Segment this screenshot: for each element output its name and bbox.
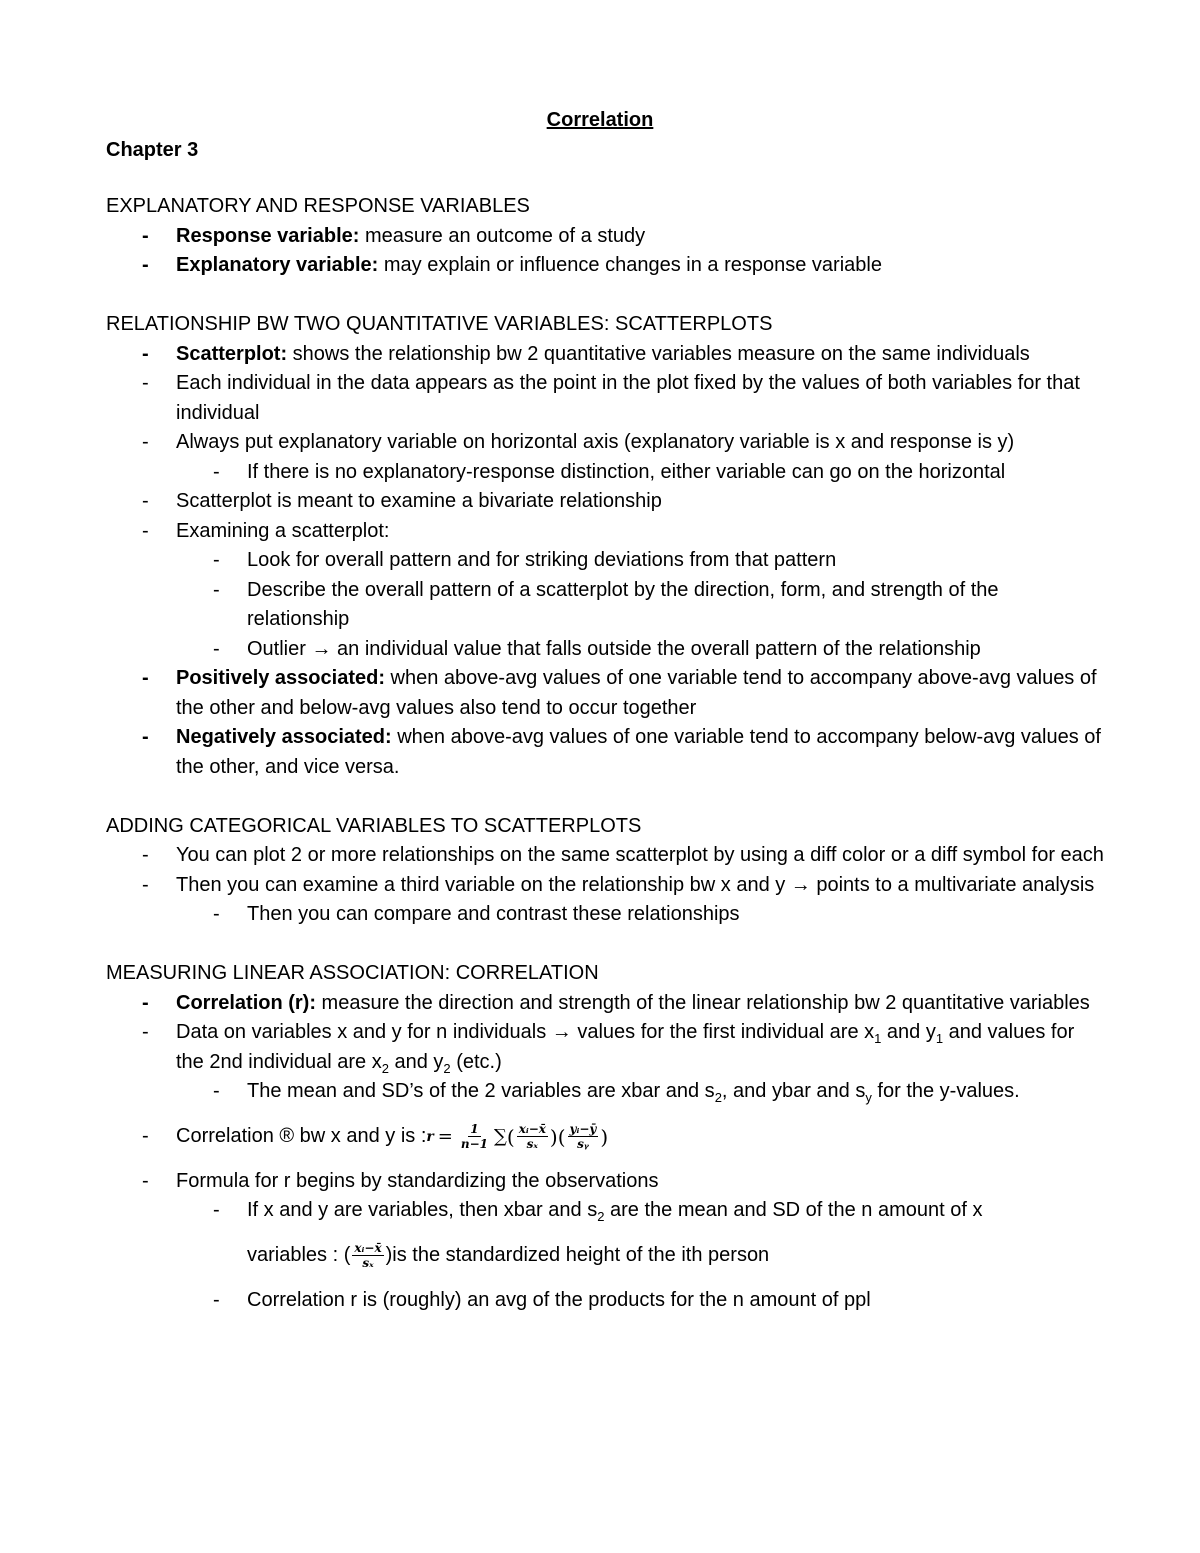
section-heading-explanatory: EXPLANATORY AND RESPONSE VARIABLES — [106, 195, 530, 217]
section-heading-correlation: MEASURING LINEAR ASSOCIATION: CORRELATION — [106, 962, 599, 984]
list-item — [106, 664, 1106, 723]
bullet-dash: - — [142, 1169, 149, 1192]
list-item — [106, 546, 1106, 576]
list-text: Then you can examine a third variable on the relationship bw x and y → points to a multivariate analysis — [176, 873, 1095, 896]
document-body — [106, 192, 1106, 1315]
list-text: variables : ( — [247, 1243, 351, 1266]
list-item — [106, 1286, 1106, 1316]
list-item — [106, 222, 1106, 252]
numerator: yᵢ−ȳ — [569, 1122, 597, 1136]
list-item — [106, 487, 1106, 517]
list-text: Formula for r begins by standardizing the observations — [176, 1169, 659, 1192]
list-item — [106, 1226, 1106, 1286]
definition: measure the direction and strength of the linear relationship bw 2 quantitative variables — [316, 991, 1090, 1014]
subscript: 2 — [381, 1060, 389, 1076]
list-item — [106, 723, 1106, 782]
formula-r: r — [426, 1128, 434, 1145]
list-text: Outlier → an individual value that falls outside the overall pattern of the relationship — [247, 637, 981, 660]
correlation-formula: r = $\frac{1}{n-1}$ ∑ ( $\frac{\text{xᵢ−x̄}}{\text{sₓ}}$ )( $\frac{\text{yᵢ−ȳ}}{\text{sᵧ}}$ ) — [426, 1122, 609, 1151]
bullet-dash: - — [213, 578, 220, 601]
list-text: and y — [881, 1021, 936, 1043]
bullet-dash: - — [213, 903, 220, 925]
list-text: Scatterplot is meant to examine a bivariate relationship — [176, 490, 662, 512]
subscript: 2 — [443, 1060, 451, 1076]
page-title: Correlation — [546, 109, 654, 131]
numerator: xᵢ−x̄ — [518, 1122, 546, 1136]
bullet-dash: - — [142, 726, 149, 748]
list-text: (etc.) — [450, 1050, 502, 1073]
list-item — [106, 517, 1106, 547]
subscript: 1 — [935, 1031, 944, 1046]
list-text: Look for overall pattern and for striking deviations from that pattern — [247, 549, 837, 571]
list-text: , and ybar and s — [721, 1080, 866, 1102]
bullet-dash: - — [142, 490, 149, 512]
bullet-dash: - — [213, 637, 220, 660]
subscript: 1 — [874, 1031, 882, 1046]
formula-equals: = — [437, 1125, 453, 1147]
bullet-dash: - — [213, 1080, 220, 1102]
list-text: If x and y are variables, then xbar and s — [247, 1199, 598, 1221]
list-item — [106, 871, 1106, 901]
section4-list — [106, 989, 1106, 1316]
fraction — [517, 1122, 548, 1151]
list-item — [106, 989, 1106, 1019]
list-item — [106, 251, 1106, 281]
term: Scatterplot: — [176, 342, 288, 365]
bullet-dash: - — [142, 1124, 149, 1147]
definition: measure an outcome of a study — [359, 224, 646, 247]
bullet-dash: - — [142, 844, 149, 866]
bullet-dash: - — [142, 1021, 149, 1043]
list-text: )is the standardized height of the ith person — [385, 1243, 770, 1266]
bullet-dash: - — [142, 667, 149, 689]
list-text: Data on variables x and y for n individuals → values for the first individual are x — [176, 1021, 875, 1043]
definition: shows the relationship bw 2 quantitative variables measure on the same individuals — [287, 342, 1030, 365]
denominator: sₓ — [362, 1256, 374, 1270]
list-item — [106, 1107, 1106, 1167]
list-item — [106, 1018, 1106, 1077]
section3-list — [106, 841, 1106, 930]
list-item — [106, 1077, 1106, 1107]
bullet-dash: - — [213, 1288, 220, 1311]
section-heading-scatterplots: RELATIONSHIP BW TWO QUANTITATIVE VARIABLES: SCATTERPLOTS — [106, 313, 773, 335]
denominator: sᵧ — [577, 1137, 589, 1151]
bullet-dash: - — [213, 549, 220, 571]
section-heading-categorical: ADDING CATEGORICAL VARIABLES TO SCATTERPLOTS — [106, 814, 642, 837]
list-item — [106, 458, 1106, 488]
list-item — [106, 635, 1106, 665]
list-item — [106, 428, 1106, 458]
list-item — [106, 576, 1106, 635]
term: Response variable: — [176, 224, 360, 247]
term: Correlation (r): — [176, 991, 316, 1014]
subscript: 2 — [597, 1209, 605, 1224]
denominator: sₓ — [526, 1137, 538, 1151]
subscript: y — [865, 1090, 872, 1105]
bullet-dash: - — [142, 342, 149, 365]
list-text: Each individual in the data appears as the point in the plot fixed by the values of both variables for that individual — [176, 372, 1080, 424]
bullet-dash: - — [142, 873, 149, 896]
standardized-formula — [350, 1241, 385, 1270]
subscript: 2 — [714, 1090, 722, 1105]
bullet-dash: - — [213, 1199, 220, 1221]
list-item — [106, 841, 1106, 871]
list-text: for the y-values. — [871, 1080, 1020, 1102]
fraction — [352, 1241, 383, 1270]
bullet-dash: - — [142, 372, 149, 394]
list-text: Always put explanatory variable on horizontal axis (explanatory variable is x and response is y) — [176, 431, 1015, 453]
list-item — [106, 1196, 1106, 1226]
fraction — [568, 1122, 599, 1151]
list-text: Examining a scatterplot: — [176, 519, 390, 542]
sigma-symbol: ∑ — [494, 1125, 507, 1147]
bullet-dash: - — [142, 519, 149, 542]
chapter-label: Chapter 3 — [106, 139, 199, 161]
numerator: 1 — [470, 1122, 479, 1136]
definition: when above-avg values of one variable tend to accompany below-avg values of the other, and vice versa. — [176, 726, 1101, 778]
list-text: are the mean and SD of the n amount of x — [604, 1199, 983, 1221]
list-text: and y — [388, 1050, 444, 1073]
definition: may explain or influence changes in a response variable — [378, 254, 882, 276]
denominator: n−1 — [460, 1137, 489, 1151]
section1-list — [106, 222, 1106, 281]
numerator: xᵢ−x̄ — [354, 1241, 382, 1255]
list-text: Correlation r is (roughly) an avg of the products for the n amount of ppl — [247, 1288, 871, 1311]
list-text: You can plot 2 or more relationships on the same scatterplot by using a diff color or a diff symbol for each — [176, 844, 1104, 866]
list-text: and values for the 2nd individual are x — [176, 1021, 1075, 1073]
term: Explanatory variable: — [176, 254, 379, 276]
list-text: If there is no explanatory-response distinction, either variable can go on the horizontal — [247, 460, 1006, 483]
section2-list — [106, 340, 1106, 783]
list-text: Describe the overall pattern of a scatterplot by the direction, form, and strength of the relationship — [247, 578, 999, 630]
term: Negatively associated: — [176, 726, 392, 748]
definition: when above-avg values of one variable tend to accompany above-avg values of the other and below-avg values also tend to occur together — [176, 667, 1097, 719]
bullet-dash: - — [142, 224, 149, 247]
fraction — [459, 1122, 490, 1151]
bullet-dash: - — [142, 254, 149, 276]
list-text: Then you can compare and contrast these relationships — [247, 903, 740, 925]
formula-label: Correlation ® bw x and y is : — [176, 1124, 427, 1147]
bullet-dash: - — [142, 991, 149, 1014]
list-text: The mean and SD’s of the 2 variables are xbar and s — [247, 1080, 715, 1102]
term: Positively associated: — [176, 667, 385, 689]
bullet-dash: - — [142, 431, 149, 453]
list-item — [106, 900, 1106, 930]
bullet-dash: - — [213, 460, 220, 483]
list-item — [106, 340, 1106, 370]
list-item — [106, 369, 1106, 428]
list-item — [106, 1167, 1106, 1197]
